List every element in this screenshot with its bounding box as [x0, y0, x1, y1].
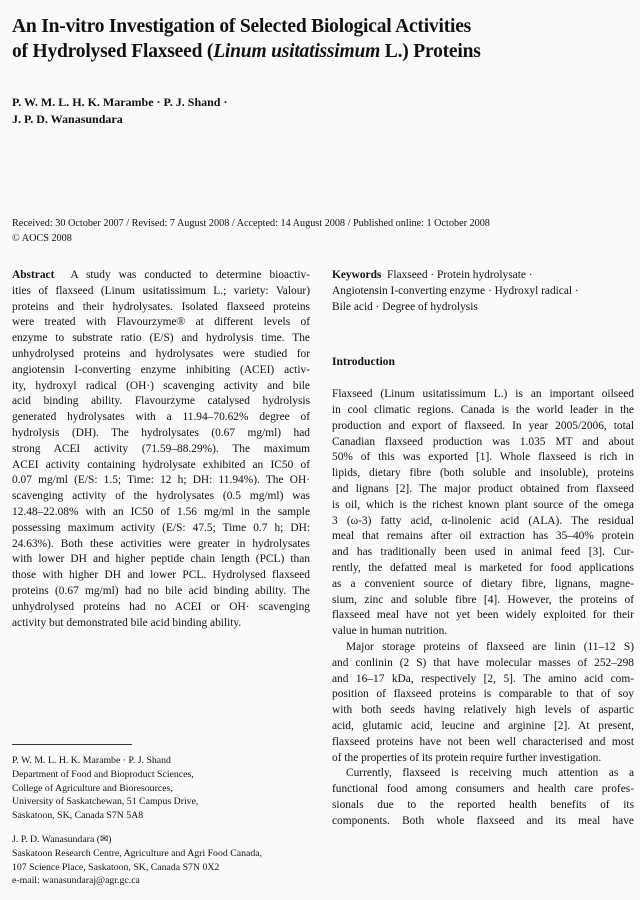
abstract-line: ity, hydroxyl radical (OH·) scavenging activity and bile [12, 379, 310, 392]
keywords-line: Bile acid · Degree of hydrolysis [332, 300, 478, 313]
intro-line: is oil, which is the richest known plant source of the omega [332, 498, 634, 511]
abstract-line [12, 268, 310, 284]
abstract-line: angiotensin I-converting enzyme inhibiting (ACEI) activ- [12, 363, 310, 376]
intro-line: Flaxseed (Linum usitatissimum L.) is an important oilseed [332, 388, 634, 401]
affiliation-gap [12, 823, 312, 833]
copyright: © AOCS 2008 [12, 233, 72, 244]
intro-line: 50% of this was exported [1]. Whole flaxseed is rich in [332, 451, 634, 464]
abstract-line: those with higher DH and lower PCL. Hydrolysed flaxseed [12, 569, 310, 582]
abstract-line: 12.48–22.08% with an IC50 of 1.56 mg/ml in the sample [12, 505, 310, 518]
keywords-line [332, 268, 634, 284]
keywords-label: Keywords [332, 269, 382, 281]
title-line-1: An In-vitro Investigation of Selected Biological Activities [12, 16, 472, 37]
intro-line: Canadian flaxseed production was 1.035 MT and about [332, 435, 634, 448]
history-dates: Received: 30 October 2007 / Revised: 7 August 2008 / Accepted: 14 August 2008 / Published online: 1 October 2008 [12, 218, 490, 229]
abstract-column [12, 268, 310, 631]
abstract-block [12, 268, 310, 631]
footnote-rule [12, 744, 132, 745]
abstract-line: generated hydrolysates with a 11.94–70.62% degree of [12, 411, 310, 424]
intro-line: and 16–17 kDa, respectively [2, 5]. The amino acid com- [332, 672, 634, 685]
affiliations [12, 754, 312, 888]
intro-line: in cool climatic regions. Canada is the world leader in the [332, 403, 634, 416]
intro-line: of the properties of its protein require further investigation. [332, 751, 602, 764]
intro-line: 3 (ω-3) fatty acid, α-linolenic acid (ALA). The residual [332, 514, 634, 527]
intro-line: Currently, flaxseed is receiving much attention as a [346, 767, 634, 780]
author-list [12, 94, 227, 128]
intro-line: functional food among consumers and health care profes- [332, 783, 634, 796]
intro-line: and has traditionally been used in animal feed [3]. Cur- [332, 546, 634, 559]
intro-line: acid, glutamic acid, leucine and arginine [2]. At present, [332, 719, 634, 732]
intro-line: as a convenient source of dietary fibre, lignans, magne- [332, 577, 634, 590]
abstract-line: enzyme to substrate ratio (E/S) and hydrolysis time. The [12, 332, 310, 345]
introduction-body [332, 387, 634, 829]
publication-history [12, 216, 490, 246]
affiliation-line: 107 Science Place, Saskatoon, SK, Canada S7N 0X2 [12, 861, 220, 873]
intro-line: with both seeds having relatively high levels of aspartic [332, 704, 634, 717]
affiliation-line: P. W. M. L. H. K. Marambe · P. J. Shand [12, 755, 171, 766]
abstract-line: unhydrolysed proteins and hydrolysates were studied for [12, 347, 310, 360]
paper-title [12, 14, 612, 64]
abstract-line: ities of flaxseed (Linum usitatissimum L.; variety: Valour) [12, 284, 310, 297]
email-line: e-mail: wanasundaraj@agr.gc.ca [12, 875, 140, 887]
intro-line: production and export of flaxseed. In year 2005/2006, total [332, 419, 634, 432]
abstract-line: strong ACEI activity (71.59–88.29%). The maximum [12, 442, 310, 455]
abstract-line: possessing maximum activity (E/S: 47.5; Time 0.7 h; DH: [12, 521, 310, 534]
right-column [332, 268, 634, 830]
abstract-line: unhydrolysed proteins had no ACEI or OH· scavenging [12, 600, 310, 613]
intro-line: flaxseed meal have not yet been widely exploited for their [332, 609, 634, 622]
intro-line: and conlinin (2 S) that have molecular masses of 252–298 [332, 656, 634, 669]
intro-line: components. Both whole flaxseed and its meal have [332, 814, 634, 827]
affiliation-line: J. P. D. Wanasundara (✉) [12, 833, 112, 845]
affiliation-line: Department of Food and Bioproduct Sciences, [12, 768, 194, 780]
intro-paragraph [332, 640, 634, 766]
intro-line: value in human nutrition. [332, 625, 448, 638]
abstract-line: proteins (0.67 mg/ml) had no bile acid binding ability. The [12, 584, 310, 597]
intro-paragraph [332, 766, 634, 829]
author-line-1: P. W. M. L. H. K. Marambe · P. J. Shand · [12, 95, 228, 109]
affiliation-line: University of Saskatchewan, 51 Campus Drive, [12, 796, 199, 808]
intro-line: rently, the defatted meal is marketed for food applications [332, 561, 634, 574]
abstract-line: were treated with Flavourzyme® at different levels of [12, 316, 310, 329]
affiliation-line: Saskatoon, SK, Canada S7N 5A8 [12, 810, 144, 822]
intro-line: and lignans [2]. The major product obtained from flaxseed [332, 482, 634, 495]
abstract-line: scavenging activity of the hydrolysates (0.5 mg/ml) was [12, 490, 310, 503]
keywords-text: Flaxseed · Protein hydrolysate · [381, 269, 533, 281]
abstract-line: hydrolysis (DH). The hydrolysates (0.67 mg/ml) had [12, 426, 310, 439]
intro-paragraph [332, 387, 634, 640]
abstract-line: ACEI activity containing hydrolysate exhibited an IC50 of [12, 458, 310, 471]
abstract-line: proteins and their hydrolysates. Isolated flaxseed proteins [12, 300, 310, 313]
intro-line: sionals due to the reported health benefits of its [332, 798, 634, 811]
keywords-block [332, 268, 634, 315]
intro-line: sium, zinc and soluble fibre [4]. However, the proteins of [332, 593, 634, 606]
affiliation-line: Saskatoon Research Centre, Agriculture and Agri Food Canada, [12, 847, 263, 859]
author-line-2: J. P. D. Wanasundara [12, 112, 123, 126]
abstract-line: 24.63%). Both these activities were greater in hydrolysates [12, 537, 310, 550]
title-line-2: of Hydrolysed Flaxseed (Linum usitatissimum L.) Proteins [12, 41, 481, 62]
intro-line: meal that remains after oil extraction has 35–40% protein [332, 530, 634, 543]
intro-line: position of flaxseed proteins is comparable to that of soy [332, 688, 634, 701]
affiliation-line: College of Agriculture and Bioresources, [12, 782, 173, 794]
abstract-line: with lower DH and higher peptide chain length (PCL) than [12, 553, 310, 566]
abstract-label: Abstract [12, 269, 55, 281]
abstract-line: acid binding ability. Flavourzyme catalysed hydrolysis [12, 395, 310, 408]
intro-line: Major storage proteins of flaxseed are linin (11–12 S) [346, 640, 634, 653]
abstract-line: activity but demonstrated bile acid binding ability. [12, 616, 242, 629]
keywords-line: Angiotensin I-converting enzyme · Hydroxyl radical · [332, 284, 579, 297]
abstract-text: A study was conducted to determine bioactiv- [54, 269, 310, 281]
intro-line: lipids, dietary fibre (both soluble and insoluble), proteins [332, 467, 634, 480]
intro-line: flaxseed proteins have not been well characterised and most [332, 735, 634, 748]
introduction-heading: Introduction [332, 355, 395, 369]
abstract-line: 0.07 mg/ml (E/S: 1.5; Time: 12 h; DH: 11.94%). The OH· [12, 474, 310, 487]
